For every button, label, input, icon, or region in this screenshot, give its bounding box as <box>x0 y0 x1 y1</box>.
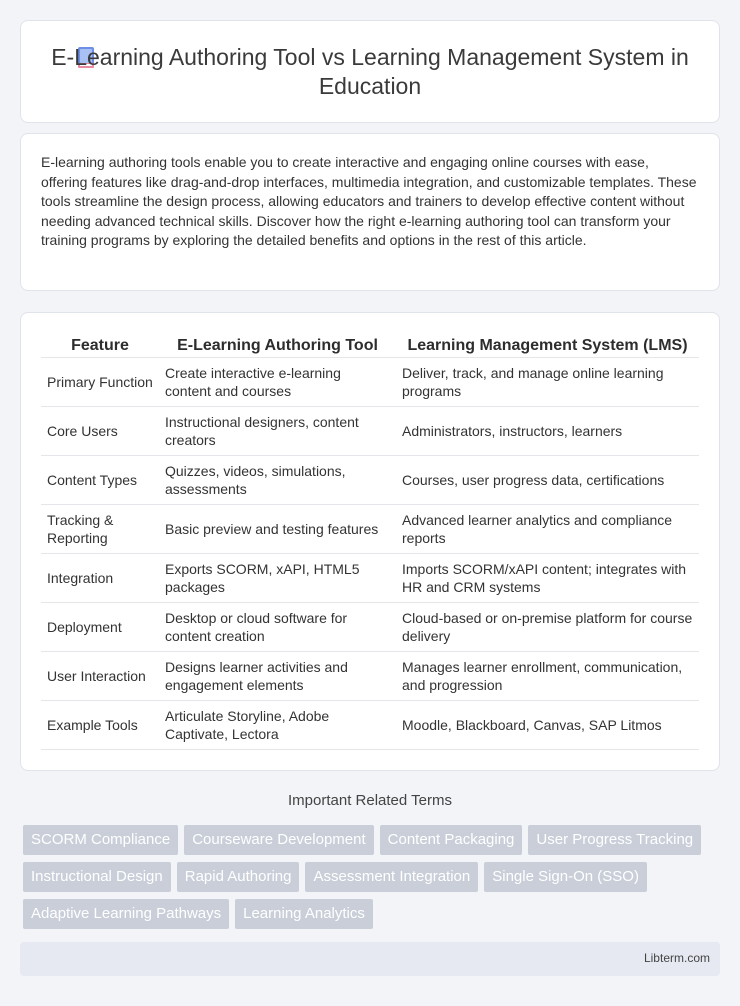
table-row <box>41 456 699 505</box>
feature-cell: Deployment <box>41 603 159 652</box>
feature-cell: Example Tools <box>41 701 159 750</box>
tag-assessment-integration[interactable]: Assessment Integration <box>305 862 478 892</box>
table-row <box>41 407 699 456</box>
tag-adaptive-learning-pathways[interactable]: Adaptive Learning Pathways <box>23 899 229 929</box>
related-terms-list <box>23 825 713 929</box>
comparison-card <box>20 312 720 771</box>
table-row <box>41 701 699 750</box>
feature-cell: Integration <box>41 554 159 603</box>
table-row <box>41 505 699 554</box>
feature-cell: Tracking & Reporting <box>41 505 159 554</box>
lms-cell: Advanced learner analytics and compliance reports <box>396 505 699 554</box>
comparison-table <box>41 332 699 750</box>
authoring-cell: Desktop or cloud software for content creation <box>159 603 396 652</box>
feature-cell: User Interaction <box>41 652 159 701</box>
tag-instructional-design[interactable]: Instructional Design <box>23 862 171 892</box>
tag-content-packaging[interactable]: Content Packaging <box>380 825 523 855</box>
tag-single-sign-on[interactable]: Single Sign-On (SSO) <box>484 862 647 892</box>
table-header-row <box>41 332 699 358</box>
feature-cell: Primary Function <box>41 358 159 407</box>
table-row <box>41 603 699 652</box>
authoring-cell: Create interactive e-learning content and courses <box>159 358 396 407</box>
lms-cell: Cloud-based or on-premise platform for course delivery <box>396 603 699 652</box>
title-card <box>20 20 720 123</box>
intro-paragraph: E-learning authoring tools enable you to create interactive and engaging online courses with ease, offering features like drag-and-drop interfaces, multimedia integration, and customizable templates. These tools streamline the design process, allowing educators and trainers to develop effective content without needing advanced technical skills. Discover how the right e-learning authoring tool can transform your training programs by exploring the detailed benefits and options in the rest of this article. <box>41 154 697 249</box>
table-row <box>41 652 699 701</box>
tag-learning-analytics[interactable]: Learning Analytics <box>235 899 373 929</box>
lms-cell: Imports SCORM/xAPI content; integrates with HR and CRM systems <box>396 554 699 603</box>
authoring-cell: Designs learner activities and engagement elements <box>159 652 396 701</box>
authoring-cell: Instructional designers, content creators <box>159 407 396 456</box>
authoring-cell: Articulate Storyline, Adobe Captivate, Lectora <box>159 701 396 750</box>
lms-cell: Deliver, track, and manage online learning programs <box>396 358 699 407</box>
feature-cell: Content Types <box>41 456 159 505</box>
intro-card <box>20 133 720 291</box>
table-row <box>41 554 699 603</box>
table-row <box>41 358 699 407</box>
page-title: E-Learning Authoring Tool vs Learning Management System in Education <box>51 44 689 99</box>
lms-cell: Manages learner enrollment, communication, and progression <box>396 652 699 701</box>
header-feature: Feature <box>41 332 159 358</box>
header-lms: Learning Management System (LMS) <box>396 332 699 358</box>
header-authoring-tool: E-Learning Authoring Tool <box>159 332 396 358</box>
lms-cell: Moodle, Blackboard, Canvas, SAP Litmos <box>396 701 699 750</box>
authoring-cell: Exports SCORM, xAPI, HTML5 packages <box>159 554 396 603</box>
tag-scorm-compliance[interactable]: SCORM Compliance <box>23 825 178 855</box>
tag-rapid-authoring[interactable]: Rapid Authoring <box>177 862 300 892</box>
authoring-cell: Basic preview and testing features <box>159 505 396 554</box>
authoring-cell: Quizzes, videos, simulations, assessments <box>159 456 396 505</box>
related-terms-heading: Important Related Terms <box>288 792 452 809</box>
feature-cell: Core Users <box>41 407 159 456</box>
lms-cell: Courses, user progress data, certifications <box>396 456 699 505</box>
tag-user-progress-tracking[interactable]: User Progress Tracking <box>528 825 701 855</box>
footer-site-link[interactable]: Libterm.com <box>643 951 710 965</box>
tag-courseware-development[interactable]: Courseware Development <box>184 825 373 855</box>
lms-cell: Administrators, instructors, learners <box>396 407 699 456</box>
footer <box>20 942 720 976</box>
